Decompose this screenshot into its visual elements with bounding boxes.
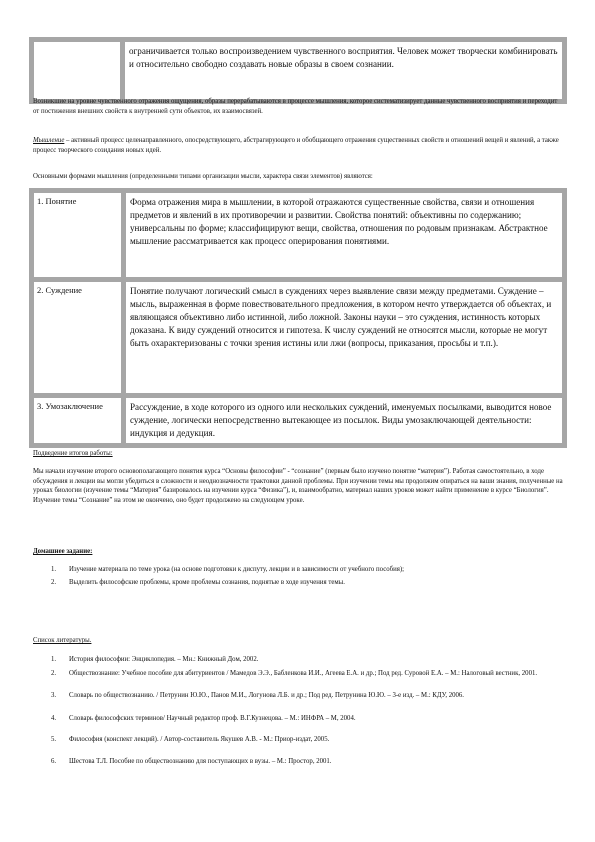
table-row — [32, 191, 565, 280]
list-text: Философия (конспект лекций). / Автор-составитель Якушев А.В. - М.: Приор-издат, 2005. — [69, 736, 330, 744]
form-description: Понятие получают логический смысл в суждениях через выявление связи между предметами. Суждение – мысль, выраженная в форме повествовательного предложения, в котором нечто утверждается об объектах, и являющаяся объективно либо истинной, либо ложной. Законы науки – это суждения, истинность которых доказана. К виду суждений относится и гипотеза. К числу суждений не относятся мысли, которые не могут быть охарактеризованы с точки зрения истины или лжи (вопросы, приказания, просьбы и т.п.). — [124, 280, 565, 396]
list-text: Изучение материала по теме урока (на основе подготовки к диспуту, лекции и в зависимости от учебного пособия); — [69, 566, 405, 573]
list-number: 1. — [51, 656, 57, 663]
summary-text: Мы начали изучение второго основополагающего понятия курса “Основы философии” - “сознание” (первым было изучено понятие “материя”). Работая самостоятельно, в ходе обсуждения и лекции вы могли убедиться в сложности и неоднозначности трактовки данной проблемы. При изучении темы мы продолжим опираться на ваши знания, полученные на уроках биологии (изучение темы “Материя” базировалось на изучении курса “Физика”), и, взаимообратно, материал наших уроков может найти применение в курсе “Биология”. Изучение темы “Сознание” на этом не окончено, оно будет продолжено на следующем уроке. — [33, 468, 563, 504]
table-cell-empty — [32, 40, 123, 102]
form-name: 3. Умозаключение — [32, 396, 124, 446]
list-text: Шестова Т.Л. Пособие по обществознанию для поступающих в вузы. – М.: Простор, 2001. — [69, 757, 332, 765]
table-row — [32, 40, 565, 102]
list-item — [33, 714, 553, 724]
list-number: 2. — [51, 669, 57, 677]
list-item — [33, 669, 553, 679]
thinking-definition — [33, 136, 563, 155]
form-description: Рассуждение, в ходе которого из одного или нескольких суждений, именуемых посылками, выводится новое суждение, логически непосредственно вытекающее из посылок. Виды умозаключающей деятельности: индукция и дедукция. — [124, 396, 565, 446]
form-description: Форма отражения мира в мышлении, в которой отражаются существенные свойства, связи и отношения предметов и явлений в их противоречии и развитии. Свойства понятий: объективны по содержанию; универсальны по форме; классифицируют вещи, свойства, отношения по родовым признакам. Абстрактное мышление рассматривается как процесс оперирования понятиями. — [124, 191, 565, 280]
summary-heading: Подведение итогов работы: — [33, 450, 113, 457]
list-number: 4. — [51, 714, 57, 722]
list-number: 6. — [51, 757, 57, 765]
continuation-table — [29, 37, 567, 104]
list-item — [33, 757, 553, 767]
table-row — [32, 280, 565, 396]
homework-list — [33, 565, 553, 587]
list-text: История философии: Энциклопедия. – Мн.: Книжный Дом, 2002. — [69, 656, 259, 663]
list-text: Словарь философских терминов/ Научный редактор проф. В.Г.Кузнецова. – М.: ИНФРА – М, 2004. — [69, 714, 356, 722]
list-item — [33, 655, 553, 665]
literature-heading: Список литературы. — [33, 637, 92, 644]
list-text: Словарь по обществознанию. / Петрунин Ю.Ю., Панов М.И., Логунова Л.Б. и др.; Под ред. Петрунина Ю.Ю. – 3-е изд. – М.: КДУ, 2006. — [69, 692, 465, 700]
list-text: Выделить философские проблемы, кроме проблемы сознания, поднятые в ходе изучения темы. — [69, 578, 345, 586]
list-item — [33, 578, 553, 588]
homework-heading: Домашнее задание: — [33, 548, 93, 555]
thinking-term: Мышление — [33, 137, 65, 144]
list-item — [33, 691, 553, 701]
list-number: 3. — [51, 692, 57, 700]
form-name: 1. Понятие — [32, 191, 124, 280]
list-number: 5. — [51, 736, 57, 744]
table-cell-text: ограничивается только воспроизведением чувственного восприятия. Человек может творчески комбинировать и относительно свободно создавать новые образы в своем сознании. — [123, 40, 565, 102]
literature-list — [33, 655, 553, 767]
forms-table — [29, 188, 567, 448]
intro-paragraph: Возникшие на уровне чувственного отражения ощущения, образы перерабатываются в процессе мышления, которое систематизирует данные чувственного восприятия и переходит от постижения внешних свойств к внутренней сути объектов, их взаимосвязей. — [33, 98, 558, 115]
table-row — [32, 396, 565, 446]
list-item — [33, 735, 553, 745]
form-name: 2. Суждение — [32, 280, 124, 396]
thinking-definition-text: – активный процесс целенаправленного, опосредствующего, абстрагирующего и обобщающего отражения существенных свойств и отношений вещей и явлений, а также процесс творческого созидания новых идей. — [33, 137, 559, 154]
list-text: Обществознание: Учебное пособие для абитуриентов / Мамедов Э.Э., Бабленкова И.И., Агеева Е.А. и др.; Под ред. Суровой Е.А. – М.: Налоговый вестник, 2001. — [69, 669, 538, 677]
list-item — [33, 565, 553, 575]
list-number: 1. — [51, 566, 57, 573]
list-number: 2. — [51, 578, 57, 586]
forms-intro: Основными формами мышления (определенными типами организации мысли, характера связи элементов) являются: — [33, 173, 373, 180]
